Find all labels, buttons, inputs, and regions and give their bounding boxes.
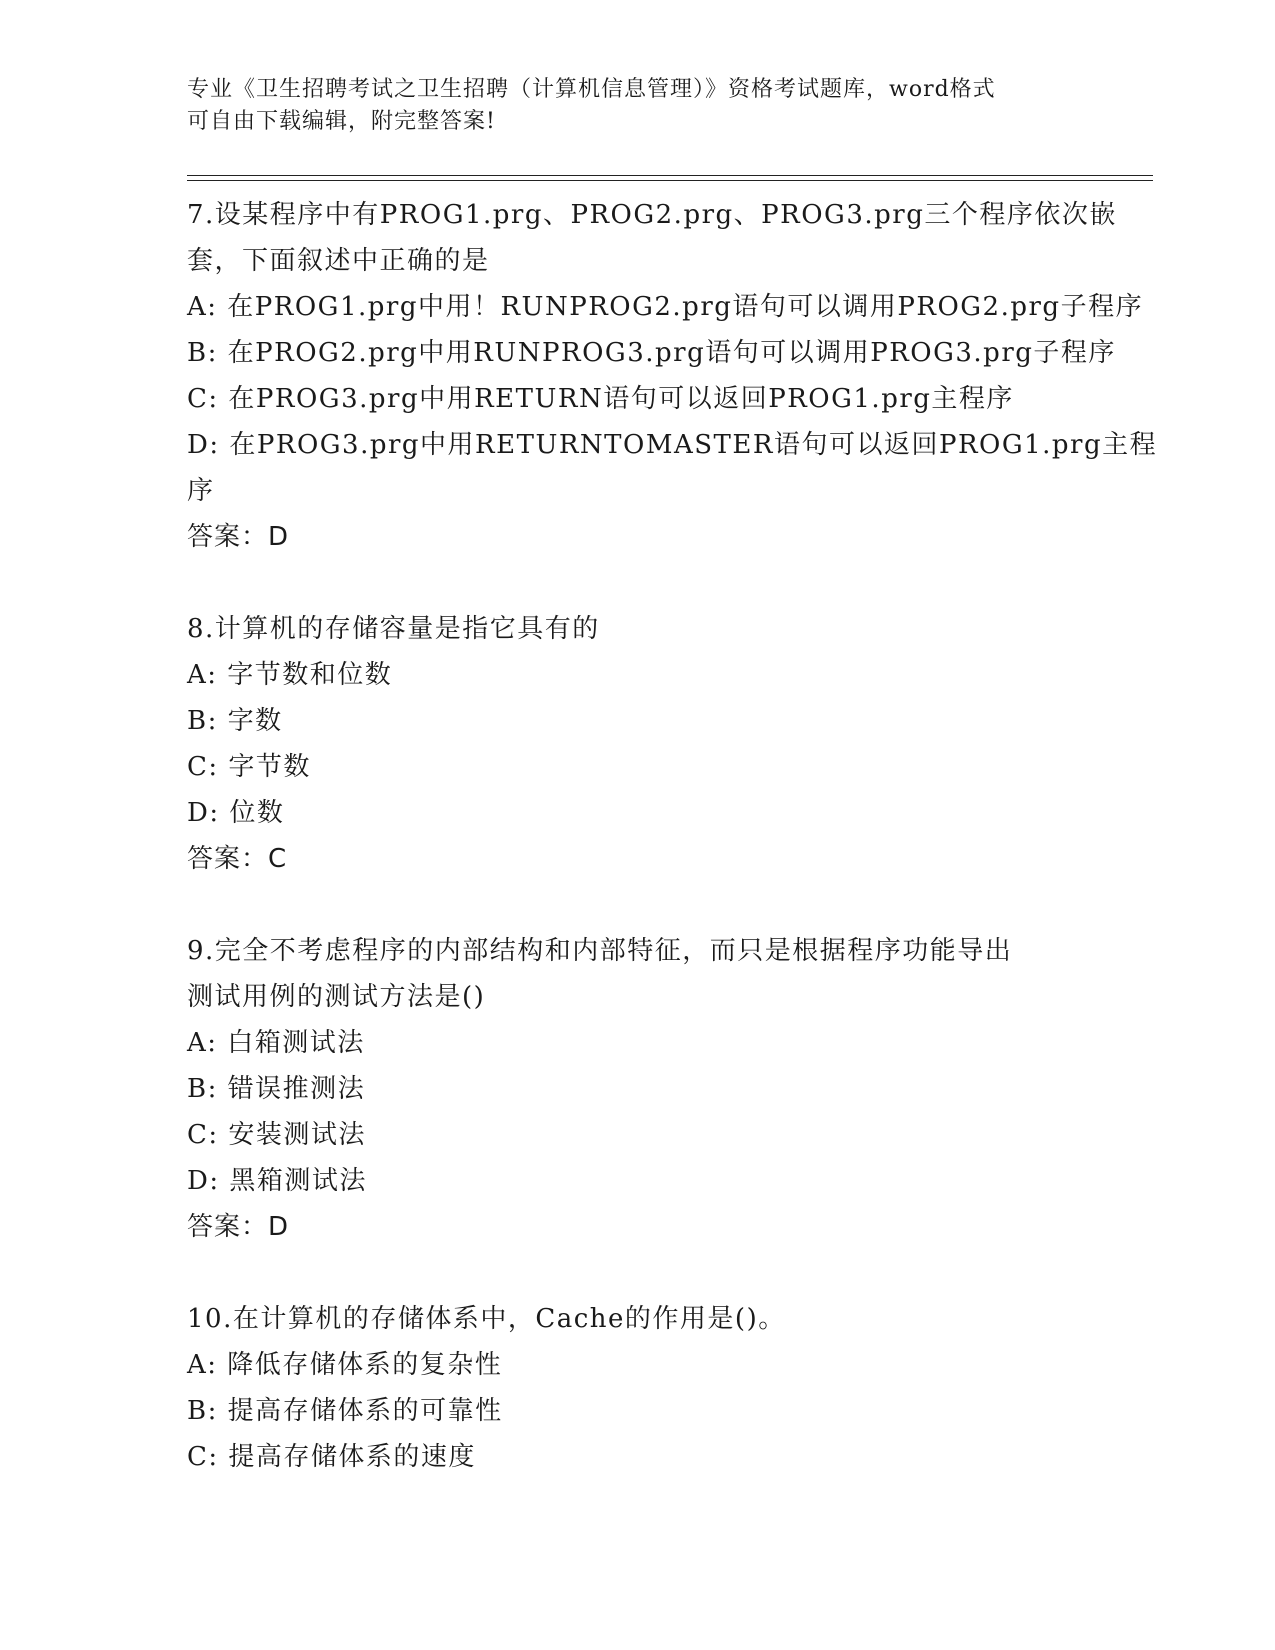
answer-option: 序 [187, 476, 215, 506]
document-header [187, 74, 1067, 138]
question-list [187, 192, 1158, 1480]
answer-option: D: 位数 [187, 798, 285, 828]
question-stem: 7.设某程序中有PROG1.prg、PROG2.prg、PROG3.prg三个程序依次嵌 [187, 200, 1117, 230]
answer-option: B: 在PROG2.prg中用RUNPROG3.prg语句可以调用PROG3.prg子程序 [187, 338, 1116, 368]
answer-key: 答案：D [187, 1212, 290, 1242]
answer-option: B: 错误推测法 [187, 1074, 366, 1104]
answer-option: A: 在PROG1.prg中用！RUNPROG2.prg语句可以调用PROG2.prg子程序 [187, 292, 1144, 322]
answer-option: D: 黑箱测试法 [187, 1166, 367, 1196]
header-divider-bottom [187, 180, 1153, 181]
answer-option: C: 提高存储体系的速度 [187, 1442, 476, 1472]
question-block [187, 606, 1087, 928]
answer-key: 答案：D [187, 522, 290, 552]
question-stem: 测试用例的测试方法是() [187, 982, 486, 1012]
answer-option: B: 提高存储体系的可靠性 [187, 1396, 503, 1426]
question-stem: 套，下面叙述中正确的是 [187, 246, 490, 276]
question-stem: 8.计算机的存储容量是指它具有的 [187, 614, 600, 644]
answer-option: A: 降低存储体系的复杂性 [187, 1350, 503, 1380]
answer-key: 答案：C [187, 844, 288, 874]
question-block [187, 192, 1158, 606]
question-block [187, 1296, 1087, 1480]
answer-option: A: 白箱测试法 [187, 1028, 365, 1058]
question-spacer [187, 560, 1087, 606]
header-divider-top [187, 175, 1153, 176]
answer-option: C: 在PROG3.prg中用RETURN语句可以返回PROG1.prg主程序 [187, 384, 1014, 414]
answer-option: A: 字节数和位数 [187, 660, 393, 690]
header-line-1: 专业《卫生招聘考试之卫生招聘（计算机信息管理）》资格考试题库，word格式 [187, 77, 996, 102]
question-block [187, 928, 1087, 1296]
question-stem: 9.完全不考虑程序的内部结构和内部特征，而只是根据程序功能导出 [187, 936, 1013, 966]
answer-option: D: 在PROG3.prg中用RETURNTOMASTER语句可以返回PROG1.prg主程 [187, 430, 1158, 460]
question-stem: 10.在计算机的存储体系中，Cache的作用是()。 [187, 1304, 786, 1334]
header-line-2: 可自由下载编辑，附完整答案! [187, 109, 496, 134]
answer-option: B: 字数 [187, 706, 283, 736]
answer-option: C: 字节数 [187, 752, 311, 782]
question-spacer [187, 1250, 1087, 1296]
question-spacer [187, 882, 1087, 928]
answer-option: C: 安装测试法 [187, 1120, 366, 1150]
